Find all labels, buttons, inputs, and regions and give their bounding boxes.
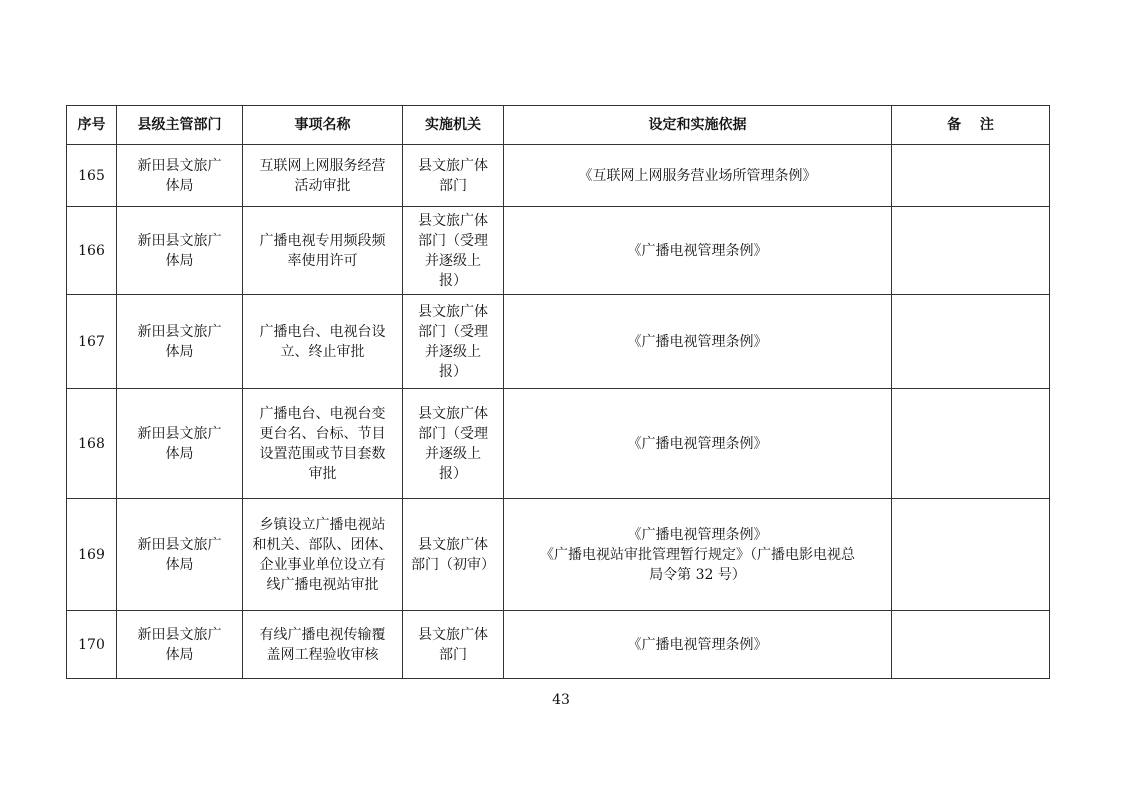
cell-basis: 《广播电视管理条例》 <box>504 207 892 295</box>
cell-remarks <box>892 295 1050 389</box>
cell-department: 新田县文旅广 体局 <box>117 611 243 679</box>
cell-seq: 170 <box>67 611 117 679</box>
header-agency: 实施机关 <box>403 106 504 145</box>
cell-basis: 《广播电视管理条例》 <box>504 611 892 679</box>
cell-seq: 168 <box>67 389 117 499</box>
cell-remarks <box>892 207 1050 295</box>
header-remarks: 备 注 <box>892 106 1050 145</box>
cell-department: 新田县文旅广 体局 <box>117 145 243 207</box>
cell-item-name: 广播电台、电视台设 立、终止审批 <box>243 295 403 389</box>
cell-basis: 《广播电视管理条例》 <box>504 389 892 499</box>
cell-basis: 《广播电视管理条例》 《广播电视站审批管理暂行规定》（广播电影电视总 局令第 32 号） <box>504 499 892 611</box>
cell-remarks <box>892 499 1050 611</box>
page-number: 43 <box>552 692 570 708</box>
cell-agency: 县文旅广体 部门（初审） <box>403 499 504 611</box>
header-item-name: 事项名称 <box>243 106 403 145</box>
cell-seq: 165 <box>67 145 117 207</box>
cell-remarks <box>892 145 1050 207</box>
cell-seq: 169 <box>67 499 117 611</box>
cell-basis: 《广播电视管理条例》 <box>504 295 892 389</box>
cell-seq: 166 <box>67 207 117 295</box>
cell-agency: 县文旅广体 部门（受理 并逐级上 报） <box>403 389 504 499</box>
cell-agency: 县文旅广体 部门 <box>403 145 504 207</box>
cell-department: 新田县文旅广 体局 <box>117 389 243 499</box>
table-row <box>67 295 1050 389</box>
cell-item-name: 有线广播电视传输覆 盖网工程验收审核 <box>243 611 403 679</box>
cell-agency: 县文旅广体 部门（受理 并逐级上 报） <box>403 295 504 389</box>
table-header-row <box>67 106 1050 145</box>
cell-agency: 县文旅广体 部门 <box>403 611 504 679</box>
table-row <box>67 145 1050 207</box>
approval-items-table <box>66 105 1050 679</box>
table-row <box>67 499 1050 611</box>
header-basis: 设定和实施依据 <box>504 106 892 145</box>
cell-item-name: 广播电台、电视台变 更台名、台标、节目 设置范围或节目套数 审批 <box>243 389 403 499</box>
cell-remarks <box>892 389 1050 499</box>
cell-remarks <box>892 611 1050 679</box>
cell-item-name: 互联网上网服务经营 活动审批 <box>243 145 403 207</box>
cell-basis: 《互联网上网服务营业场所管理条例》 <box>504 145 892 207</box>
table-row <box>67 611 1050 679</box>
table-row <box>67 389 1050 499</box>
cell-seq: 167 <box>67 295 117 389</box>
header-seq: 序号 <box>67 106 117 145</box>
cell-department: 新田县文旅广 体局 <box>117 499 243 611</box>
cell-department: 新田县文旅广 体局 <box>117 295 243 389</box>
table-row <box>67 207 1050 295</box>
cell-item-name: 广播电视专用频段频 率使用许可 <box>243 207 403 295</box>
cell-item-name: 乡镇设立广播电视站 和机关、部队、团体、 企业事业单位设立有 线广播电视站审批 <box>243 499 403 611</box>
cell-agency: 县文旅广体 部门（受理 并逐级上 报） <box>403 207 504 295</box>
header-department: 县级主管部门 <box>117 106 243 145</box>
cell-department: 新田县文旅广 体局 <box>117 207 243 295</box>
